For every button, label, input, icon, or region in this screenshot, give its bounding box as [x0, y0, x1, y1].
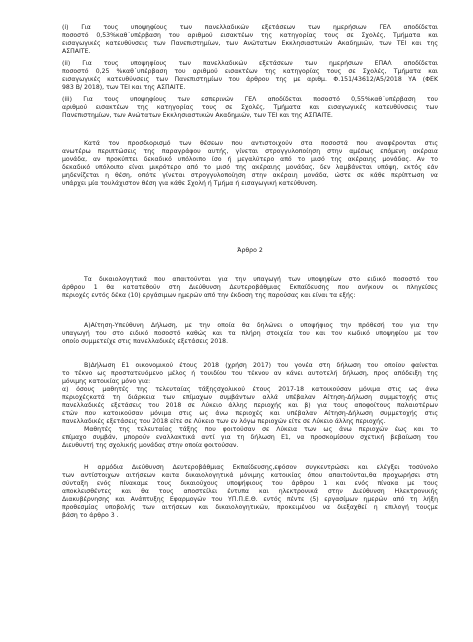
text-line: εισαγωγικές κατευθύνσεις των Πανεπιστημίων, των Ανώτατων Εκκλησιαστικών Ακαδημιών, των ΤΕΙ και της	[62, 40, 438, 48]
text-line: πανελλαδικές εξετάσεις του 2018 σε Λύκειο άλλης περιοχής και β) για τους αποφοίτους παλαιοτέρων	[62, 402, 438, 410]
text-line: το τέκνο ως προστατευόμενο μέλος ή τουιδίου του τέκνου αν κάνει αυτοτελή δήλωση, προς απόδειξη της	[62, 370, 438, 378]
text-line: ετών που κατοικούσαν μόνιμα στις ως άνω περιοχές και υπέβαλαν Αίτηση-Δήλωση συμμετοχής στις	[62, 410, 438, 418]
article-title: Άρθρο 2	[237, 247, 263, 254]
text-line: προθεσμίας υποβολής των αιτήσεων και δικαιολογητικών, προκειμένου να διεξαχθεί η επιλογή τουςμε	[62, 504, 438, 512]
text-line: πανελλαδικές εξετάσεις του 2018 είτε σε Λύκειο των εν λόγω περιοχών είτε σε Λύκειο άλλης περιοχής.	[62, 418, 386, 426]
text-line: Α)Αίτηση-Υπεύθυνη Δήλωση, με την οποία θα δηλώνει ο υποψήφιος την πρόθεσή του για την	[84, 322, 438, 329]
text-line: αριθμού εισακτέων της κατηγορίας τους σε Σχολές, Τμήματα και εισαγωγικές κατευθύνσεις των	[62, 104, 438, 112]
paragraph-rounding	[62, 140, 438, 188]
text-line: α) όσους μαθητές της τελευταίας τάξηςσχολικού έτους 2017-18 κατοικούσαν μόνιμα στις ως άνω	[62, 386, 438, 394]
text-line: 983 Β/ 2018), των ΤΕΙ και της ΑΣΠΑΙΤΕ.	[62, 84, 186, 92]
text-line: περιοχέςκατά τη διάρκεια των επίμαχων συμβάντων αλλά υπέβαλαν Αίτηση-Δήλωση συμμετοχής στις	[62, 394, 438, 402]
text-line: Τα δικαιολογητικά που απαιτούνται για την υπαγωγή των υποψηφίων στο ειδικό ποσοστό του	[84, 276, 438, 283]
text-line: οποίο συμμετείχε στις πανελλαδικές εξετάσεις 2018.	[62, 338, 229, 346]
text-line: αποκλεισθέντες και θα τους αποστείλει έντυπα και ηλεκτρονικά στην Διεύθυνση Ηλεκτρονικής	[62, 488, 438, 496]
text-line: επίμαχο συμβάν, μπορούν εναλλακτικά αντί για τη δήλωση Ε1, να προσκομίσουν σχετική βεβαίωση του	[62, 434, 438, 442]
text-line: των αντίστοιχων αιτήσεων καιτα δικαιολογητικά μόνιμης κατοικίας όπου απαιτούνται,θα προχωρήσει στη	[62, 472, 438, 480]
text-line: μόνιμης κατοικίας μόνο για:	[62, 378, 151, 386]
paragraph-article2-intro	[62, 276, 438, 300]
text-line: εισαγωγικές κατευθύνσεις των Πανεπιστημίων του άρθρου της με αριθμ. Φ.151/43612/Α5/2018 ΥΑ (ΦΕΚ	[62, 76, 438, 84]
text-line: ανωτέρω περιπτώσεις της παραγράφου αυτής, γίνεται στρογγυλοποίηση στην αμέσως επόμενη ακέραια	[62, 148, 438, 156]
paragraph-item-i	[62, 24, 438, 56]
text-line: Πανεπιστημίων, των Ανώτατων Εκκλησιαστικών Ακαδημιών, των ΤΕΙ και της ΑΣΠΑΙΤΕ.	[62, 112, 333, 120]
paragraph-doc-b	[62, 362, 438, 451]
text-line: (ii) Για τους υποψηφίους των πανελλαδικών εξετάσεων των ημερήσιων ΕΠΑΛ αποδίδεται	[62, 60, 438, 67]
text-line: Κατά τον προσδιορισμό των θέσεων που αντιστοιχούν στα ποσοστά που αναφέρονται στις	[84, 140, 438, 147]
text-line: υπαγωγή του στο ειδικό ποσοστό καθώς και τα πλήρη στοιχεία του και τον κωδικό υποψηφίου με τον	[62, 330, 438, 338]
text-line: μηδενίζεται η θέση, οπότε γίνεται στρογγυλοποίηση στην ακέραιη μονάδα, ώστε σε κάθε περίπτωση να	[62, 172, 438, 180]
text-line: (i) Για τους υποψηφίους των πανελλαδικών εξετάσεων των ημερήσιων ΓΕΛ αποδίδεται	[62, 24, 438, 31]
paragraph-directorate	[62, 464, 438, 520]
paragraph-item-iii	[62, 96, 438, 120]
text-line: (iii) Για τους υποψηφίους των εσπερινών ΓΕΛ αποδίδεται ποσοστό 0,55%καθ΄υπέρβαση του	[62, 96, 438, 103]
paragraph-doc-a	[62, 322, 438, 346]
text-line: βάση το άρθρο 3 .	[62, 512, 119, 520]
text-line: ΑΣΠΑΙΤΕ.	[62, 48, 91, 56]
text-line: άρθρου 1 θα κατατεθούν στη Διεύθυνση Δευτεροβάθμιας Εκπαίδευσης που ανήκουν οι πληγείσες	[62, 284, 438, 292]
text-line: μονάδα, αν προκύπτει δεκαδικό υπόλοιπο ίσο ή μεγαλύτερο από το μισό της ακέραιης μονάδας. Αν το	[62, 156, 438, 164]
article-heading	[62, 247, 438, 255]
text-line: Διευθυντή της σχολικής μονάδας στην οποία φοιτούσαν.	[62, 442, 239, 450]
text-line: σύνταξη ενός πίνακαμε τους δικαιούχους υποψήφιους του άρθρου 1 και ενός πίνακα με τους	[62, 480, 438, 488]
text-line: υπάρχει μία τουλάχιστον θέση για κάθε Σχολή ή Τμήμα ή εισαγωγική κατεύθυνση.	[62, 180, 318, 188]
text-line: δεκαδικό υπόλοιπο είναι μικρότερο από το μισό της ακέραιης μονάδας, δεν λαμβάνεται υπόψη, εκτός εάν	[62, 164, 438, 172]
paragraph-item-ii	[62, 60, 438, 92]
text-line: Η αρμόδια Διεύθυνση Δευτεροβάθμιας Εκπαίδευσης,εφόσον συγκεντρώσει και ελέγξει τοσύνολο	[84, 464, 438, 471]
text-line: Διακυβέρνησης και Ανάπτυξης Εφαρμογών του ΥΠ.Π.Ε.Θ. εντός πέντε (5) εργασίμων ημερών από τη λήξη	[62, 496, 438, 504]
text-line: Μαθητές της τελευταίας τάξης που φοιτούσαν σε Λύκεια των ως άνω περιοχών έως και το	[84, 426, 438, 434]
text-line: ποσοστό 0,53%καθ΄υπέρβαση του αριθμού εισακτέων της κατηγορίας τους σε Σχολές, Τμήματα και	[62, 32, 438, 40]
text-line: ποσοστό 0,25 %καθ΄υπέρβαση του αριθμού εισακτέων της κατηγορίας τους σε Σχολές, Τμήματα και	[62, 68, 438, 76]
text-line: περιοχές εντός δέκα (10) εργάσιμων ημερών από την έκδοση της παρούσας και είναι τα εξής:	[62, 292, 356, 300]
text-line: Β)Δήλωση Ε1 οικονομικού έτους 2018 (χρήση 2017) του γονέα στη δήλωση του οποίου φαίνεται	[84, 362, 438, 369]
